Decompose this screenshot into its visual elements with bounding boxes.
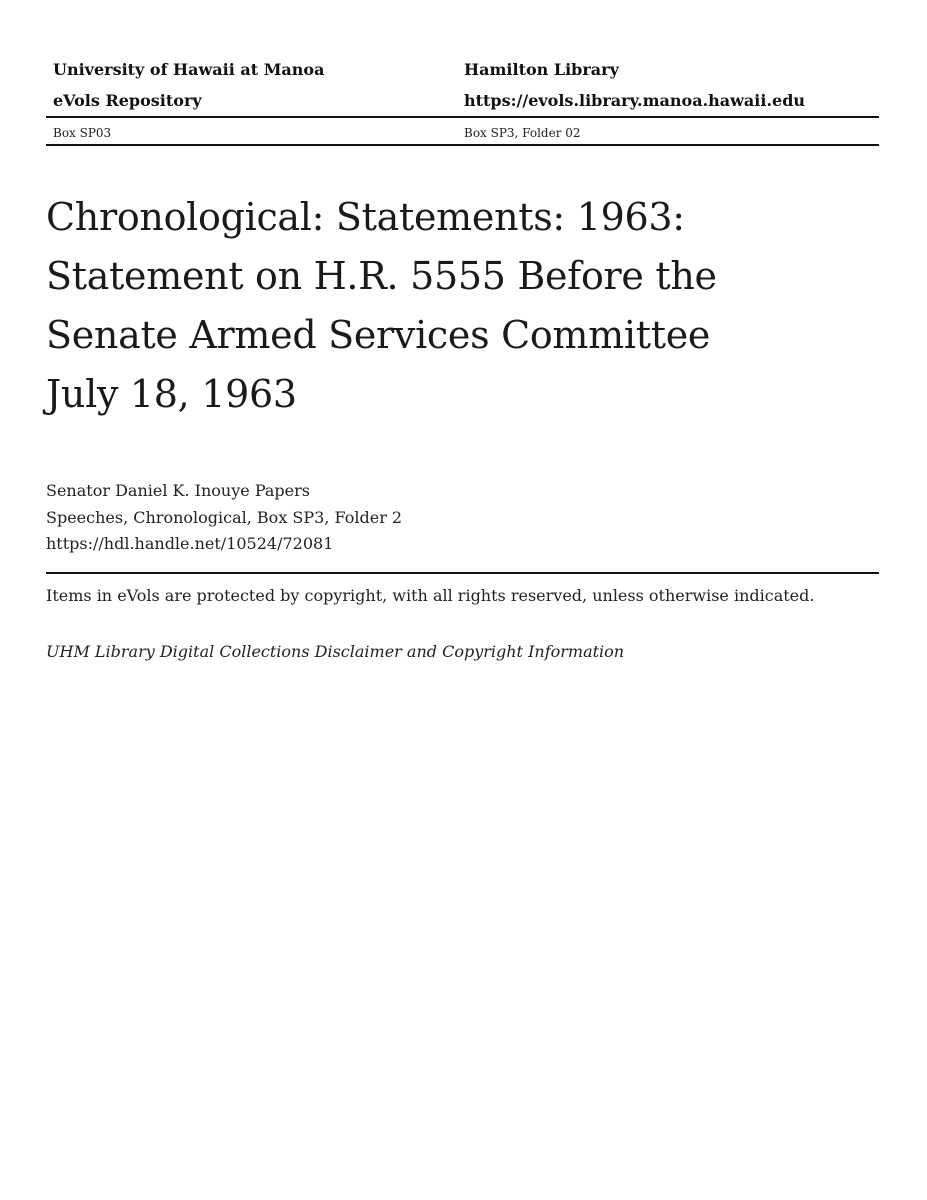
- collection-name: Senator Daniel K. Inouye Papers: [46, 481, 310, 500]
- box-label: Box SP03: [53, 125, 112, 140]
- header-institution-cell: [46, 60, 464, 79]
- document-metadata: [46, 478, 402, 558]
- repository-url-link[interactable]: https://evols.library.manoa.hawaii.edu: [464, 91, 806, 110]
- series-info: Speeches, Chronological, Box SP3, Folder 2: [46, 507, 403, 527]
- library-name: Hamilton Library: [464, 60, 619, 79]
- header-box-folder-cell: [464, 122, 879, 141]
- title-line: July 18, 1963: [46, 372, 297, 416]
- title-line: Chronological: Statements: 1963:: [46, 195, 685, 239]
- footer-divider: [46, 572, 879, 574]
- header-repository-url-cell: [464, 91, 879, 110]
- repository-name: eVols Repository: [53, 91, 202, 110]
- header-repository-cell: [46, 91, 464, 110]
- disclaimer-link[interactable]: UHM Library Digital Collections Disclaimer and Copyright Information: [46, 642, 625, 661]
- box-folder-label: Box SP3, Folder 02: [464, 125, 581, 140]
- header-row-repository: [46, 85, 879, 116]
- header-bottom-divider: [46, 144, 879, 146]
- title-line: Senate Armed Services Committee: [46, 313, 711, 357]
- header-row-box: [46, 118, 879, 144]
- document-header: [46, 54, 879, 146]
- institution-name: University of Hawaii at Manoa: [53, 60, 325, 79]
- document-title: [46, 188, 806, 424]
- handle-link[interactable]: https://hdl.handle.net/10524/72081: [46, 534, 334, 553]
- header-library-cell: [464, 60, 879, 79]
- title-line: Statement on H.R. 5555 Before the: [46, 254, 717, 298]
- rights-statement: Items in eVols are protected by copyright, with all rights reserved, unless otherwise indicated.: [46, 586, 815, 605]
- header-box-cell: [46, 122, 464, 141]
- header-row-top: [46, 54, 879, 85]
